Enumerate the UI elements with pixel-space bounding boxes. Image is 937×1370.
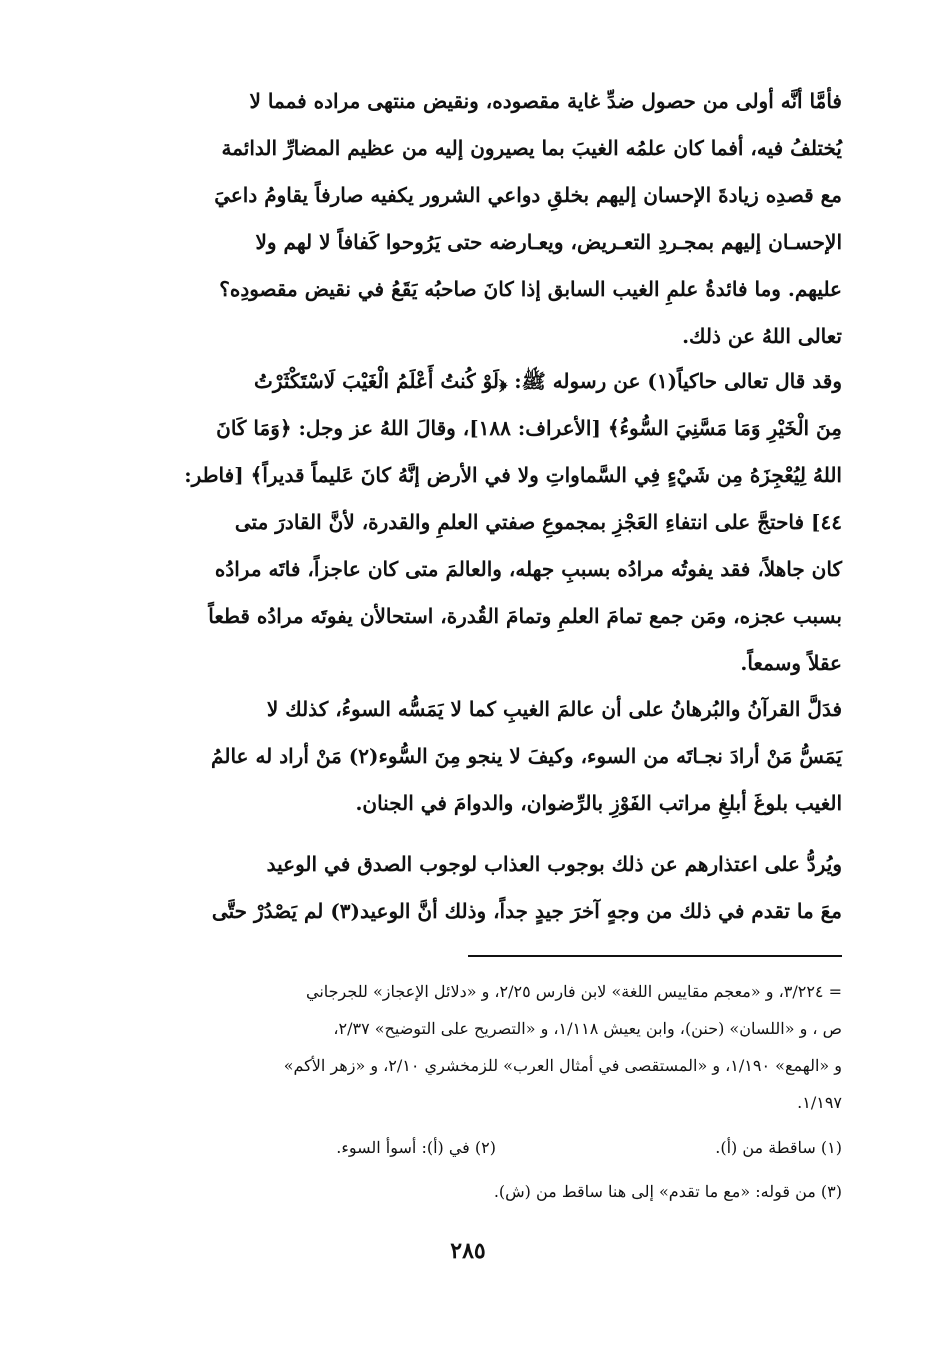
footnote-continuation: = ٣/٢٢٤، و «معجم مقاييس اللغة» لابن فارس ٢/٢٥، و «دلائل الإعجاز» للجرجاني ص ، و «اللسان» (حنن)، وابن يعيش ١/١١٨، و «التصريح على التوضيح» ٢/٣٧، و «الهمع» ١/١٩٠، و «المستقصى في أمثال العرب» للزمخشري ٢/١٠، و «زهر الأكم» ١/١٩٧. xyxy=(283,982,842,1112)
body-paragraph-4: ويُردُّ على اعتذارهم عن ذلك بوجوب العذاب لوجوب الصدق في الوعيد معَ ما تقدم في ذلك من وجهٍ آخرَ جيدٍ جداً، وذلك أنَّ الوعيد(٣) لم يَصْدُرْ حتَّى xyxy=(211,852,842,923)
footnote-row xyxy=(150,1133,842,1163)
body-paragraph-3: فدَلَّ القرآنُ والبُرهانُ على أن عالمَ الغيبِ كما لا يَمَسُّه السوءُ، كذلك لا يَمَسُّ مَنْ أرادَ نجـاتَه من السوء، وكيفَ لا ينجو مِنَ السُّوء(٢) مَنْ أراد له عالمُ الغيب بلوغَ أبلغِ مراتب الفَوْزِ بالرِّضوان، والدوامَ في الجنان. xyxy=(211,697,842,815)
footnote-1: (١) ساقطة من (أ). xyxy=(715,1138,842,1157)
footnote-3: (٣) من قوله: «مع ما تقدم» إلى هنا ساقط من (ش). xyxy=(493,1182,842,1201)
footnote-separator xyxy=(468,955,842,957)
page-number: ٢٨٥ xyxy=(450,1238,486,1264)
footnote-2: (٢) في (أ): أسوأ السوء. xyxy=(336,1138,496,1157)
footnote-row xyxy=(150,1177,842,1207)
body-paragraph-2: وقد قال تعالى حاكياً(١) عن رسوله ﷺ: ﴿لَوْ كُنتُ أَعْلَمُ الْغَيْبَ لَاسْتَكْثَرْتُ مِنَ الْخَيْرِ وَمَا مَسَّنِيَ السُّوءُ﴾ [الأعراف: ١٨٨]، وقالَ اللهُ عز وجل: ﴿وَمَا كَانَ اللهُ لِيُعْجِزَهُ مِن شَيْءٍ فِي السَّماواتِ ولا في الأرض إنَّهُ كانَ عَليماً قديراً﴾ [فاطر: ٤٤] فاحتجَّ على انتفاءِ العَجْزِ بمجموعِ صفتي العلمِ والقدرة، لأنَّ القادرَ متى كان جاهلاً، فقد يفوتُه مرادُه بسببِ جهله، والعالمَ متى كان عاجزاً، فاتَه مرادُه بسبب عجزه، ومَن جمع تمامَ العلمِ وتمامَ القُدرة، استحالأن يفوتَه مرادُه قطعاً عقلاً وسمعاً. xyxy=(184,369,842,675)
body-paragraph-1: فأمَّا أنَّه أولى من حصول ضدِّ غاية مقصوده، ونقيض منتهى مراده فمما لا يُختلفُ فيه، أفما كان علمُه الغيبَ بما يصيرون إليه من عظيم المضارِّ الدائمة مع قصدِه زيادةَ الإحسان إليهم بخلقِ دواعي الشرور يكفيه صارفاً يقاومُ داعيَ الإحسـان إليهم بمجـردِ التعـريض، ويعـارضه حتى يَرُوحوا كَفافاً لا لهم ولا عليهم. وما فائدةُ علمِ الغيب السابق إذا كانَ صاحبُه يَقَعُ في نقيض مقصودِه؟ تعالى اللهُ عن ذلك. xyxy=(214,89,842,348)
